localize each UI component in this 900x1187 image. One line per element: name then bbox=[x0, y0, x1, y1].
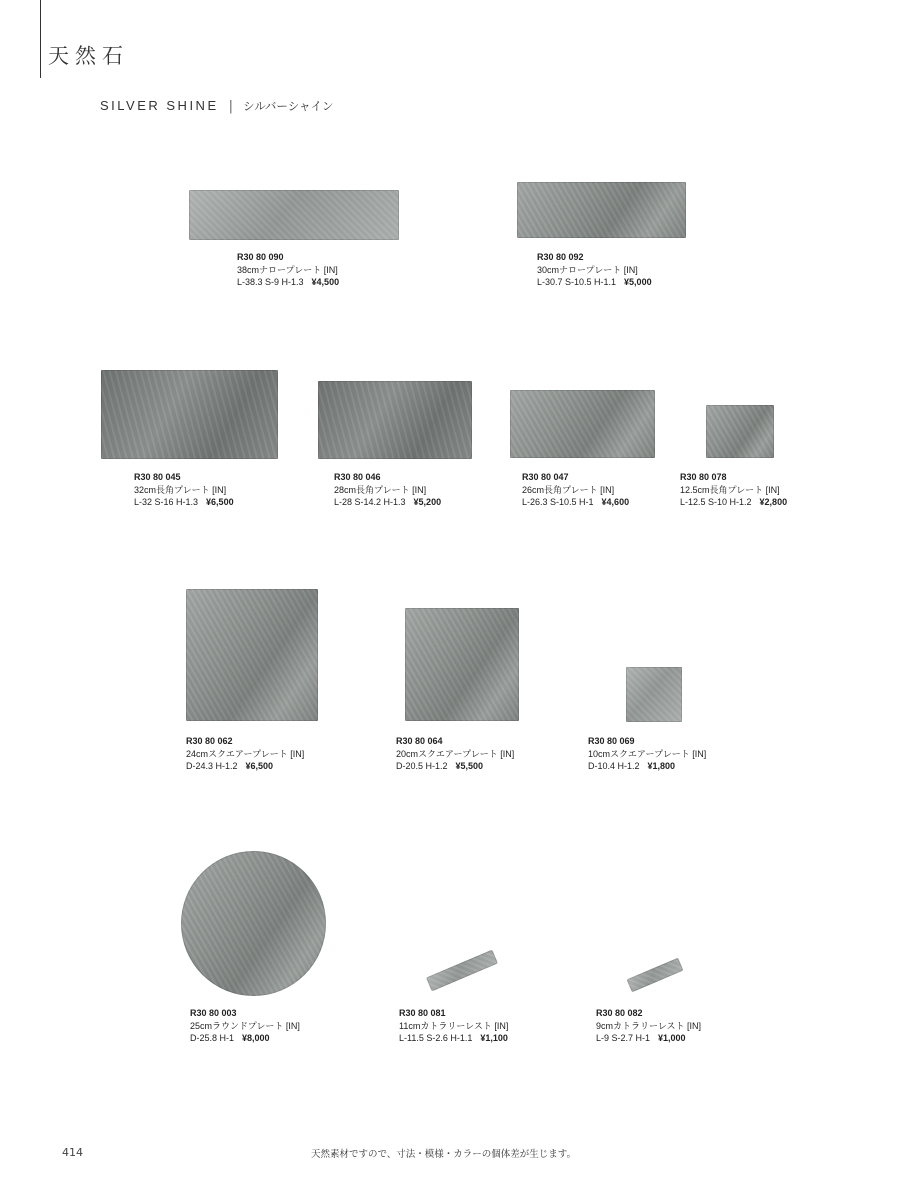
product-code: R30 80 045 bbox=[134, 472, 181, 482]
series-name-en: SILVER SHINE bbox=[100, 98, 219, 113]
product-code: R30 80 081 bbox=[399, 1008, 446, 1018]
product-image-cutlery-rest-11 bbox=[426, 950, 498, 992]
series-title bbox=[100, 98, 333, 114]
product-code: R30 80 069 bbox=[588, 736, 635, 746]
product-dims: D-24.3 H-1.2 bbox=[186, 761, 238, 771]
product-image-narrow-plate-38 bbox=[189, 190, 399, 240]
product-name: 10cmスクエアープレート [IN] bbox=[588, 748, 707, 759]
category-title: 天然石 bbox=[48, 44, 129, 68]
product-code: R30 80 092 bbox=[537, 252, 584, 262]
product-image-rect-plate-12-5 bbox=[706, 405, 774, 458]
product-name: 38cmナロープレート [IN] bbox=[237, 264, 338, 275]
product-image-cutlery-rest-9 bbox=[626, 958, 683, 993]
product-code: R30 80 062 bbox=[186, 736, 233, 746]
product-info bbox=[399, 1007, 508, 1045]
product-image-round-plate-25 bbox=[181, 851, 326, 996]
product-code: R30 80 064 bbox=[396, 736, 443, 746]
product-price: ¥5,200 bbox=[413, 497, 442, 507]
product-price: ¥1,800 bbox=[647, 761, 676, 771]
product-code: R30 80 003 bbox=[190, 1008, 237, 1018]
product-info bbox=[588, 735, 706, 773]
product-info bbox=[334, 471, 441, 509]
product-price: ¥8,000 bbox=[242, 1033, 270, 1043]
product-name: 20cmスクエアープレート [IN] bbox=[396, 748, 515, 759]
product-dims: D-20.5 H-1.2 bbox=[396, 761, 448, 771]
product-code: R30 80 047 bbox=[522, 472, 569, 482]
product-info bbox=[134, 471, 234, 509]
product-price: ¥4,600 bbox=[601, 497, 630, 507]
footer-note: 天然素材ですので、寸法・模様・カラーの個体差が生じます。 bbox=[311, 1149, 577, 1160]
product-dims: L-28 S-14.2 H-1.3 bbox=[334, 497, 406, 507]
product-image-narrow-plate-30 bbox=[517, 182, 686, 238]
product-name: 32cm長角プレート [IN] bbox=[134, 484, 227, 495]
product-info bbox=[596, 1007, 701, 1045]
product-dims: L-9 S-2.7 H-1 bbox=[596, 1033, 651, 1043]
product-name: 25cmラウンドプレート [IN] bbox=[190, 1020, 300, 1031]
product-price: ¥5,000 bbox=[624, 277, 652, 287]
product-dims: L-12.5 S-10 H-1.2 bbox=[680, 497, 752, 507]
product-name: 9cmカトラリーレスト [IN] bbox=[596, 1020, 702, 1031]
product-price: ¥4,500 bbox=[311, 277, 340, 287]
product-name: 28cm長角プレート [IN] bbox=[334, 484, 427, 495]
product-dims: D-10.4 H-1.2 bbox=[588, 761, 640, 771]
product-price: ¥5,500 bbox=[455, 761, 484, 771]
product-code: R30 80 078 bbox=[680, 472, 727, 482]
product-dims: L-32 S-16 H-1.3 bbox=[134, 497, 199, 507]
product-info bbox=[190, 1007, 300, 1045]
product-name: 26cm長角プレート [IN] bbox=[522, 484, 615, 495]
product-price: ¥1,000 bbox=[658, 1033, 686, 1043]
product-price: ¥2,800 bbox=[759, 497, 788, 507]
page-number: 414 bbox=[62, 1146, 83, 1159]
product-info bbox=[186, 735, 304, 773]
product-image-square-plate-10 bbox=[626, 667, 682, 722]
product-image-square-plate-24 bbox=[186, 589, 318, 721]
product-info bbox=[537, 251, 652, 289]
product-price: ¥6,500 bbox=[206, 497, 234, 507]
product-name: 24cmスクエアープレート [IN] bbox=[186, 748, 305, 759]
product-dims: L-26.3 S-10.5 H-1 bbox=[522, 497, 594, 507]
product-dims: L-38.3 S-9 H-1.3 bbox=[237, 277, 304, 287]
product-info bbox=[396, 735, 514, 773]
product-info bbox=[522, 471, 629, 509]
product-code: R30 80 046 bbox=[334, 472, 381, 482]
product-price: ¥6,500 bbox=[245, 761, 274, 771]
series-separator: | bbox=[228, 99, 234, 114]
product-info bbox=[237, 251, 339, 289]
product-price: ¥1,100 bbox=[480, 1033, 508, 1043]
product-code: R30 80 082 bbox=[596, 1008, 643, 1018]
product-image-square-plate-20 bbox=[405, 608, 519, 721]
series-name-ja: シルバーシャイン bbox=[243, 99, 334, 113]
product-code: R30 80 090 bbox=[237, 252, 284, 262]
product-info bbox=[680, 471, 787, 509]
product-dims: D-25.8 H-1 bbox=[190, 1033, 235, 1043]
product-image-rect-plate-26 bbox=[510, 390, 655, 458]
product-dims: L-11.5 S-2.6 H-1.1 bbox=[399, 1033, 473, 1043]
product-image-rect-plate-28 bbox=[318, 381, 472, 459]
header-rule bbox=[40, 0, 41, 78]
product-name: 12.5cm長角プレート [IN] bbox=[680, 484, 780, 495]
product-name: 30cmナロープレート [IN] bbox=[537, 264, 638, 275]
product-name: 11cmカトラリーレスト [IN] bbox=[399, 1020, 509, 1031]
product-dims: L-30.7 S-10.5 H-1.1 bbox=[537, 277, 617, 287]
product-image-rect-plate-32 bbox=[101, 370, 278, 459]
